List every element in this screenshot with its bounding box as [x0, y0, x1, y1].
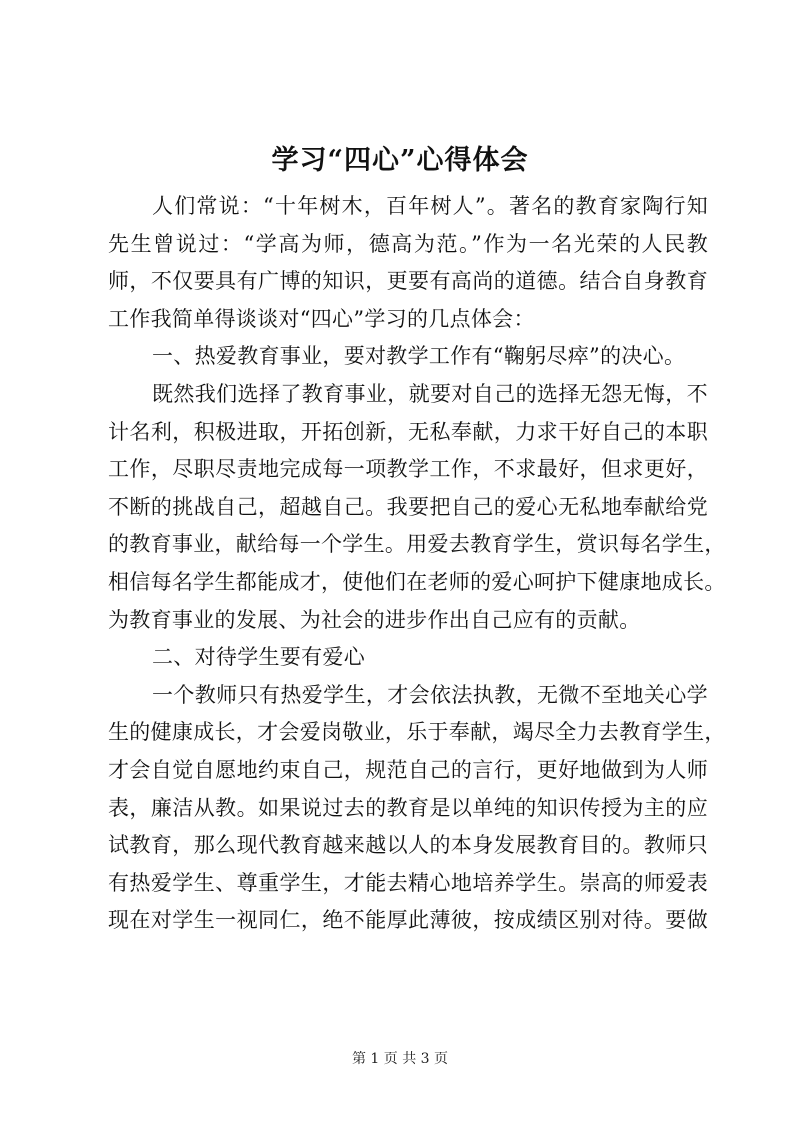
body-line: 现在对学生一视同仁，绝不能厚此薄彼，按成绩区别对待。要做	[108, 908, 708, 933]
body-line: 相信每名学生都能成才，使他们在老师的爱心呵护下健康地成长。	[108, 569, 726, 594]
body-line: 工作，尽职尽责地完成每一项教学工作，不求最好，但求更好，	[108, 457, 708, 482]
body-line: 一个教师只有热爱学生，才会依法执教，无微不至地关心学	[152, 682, 708, 707]
body-line: 师，不仅要具有广博的知识，更要有高尚的道德。结合自身教育	[108, 269, 708, 294]
body-line: 有热爱学生、尊重学生，才能去精心地培养学生。崇高的师爱表	[108, 870, 708, 895]
body-line: 表，廉洁从教。如果说过去的教育是以单纯的知识传授为主的应	[108, 795, 708, 820]
body-line: 一、热爱教育事业，要对教学工作有“鞠躬尽瘁”的决心。	[152, 344, 686, 369]
body-line: 的教育事业，献给每一个学生。用爱去教育学生，赏识每名学生，	[108, 532, 726, 557]
body-line: 二、对待学生要有爱心	[152, 645, 365, 670]
body-line: 试教育，那么现代教育越来越以人的本身发展教育目的。教师只	[108, 833, 708, 858]
page-indicator: 第 1 页 共 3 页	[351, 1051, 449, 1067]
body-line: 生的健康成长，才会爱岗敬业，乐于奉献，竭尽全力去教育学生，	[108, 720, 726, 745]
body-line: 才会自觉自愿地约束自己，规范自己的言行，更好地做到为人师	[108, 757, 708, 782]
body-line: 工作我简单得谈谈对“四心”学习的几点体会：	[108, 306, 535, 331]
document-title: 学习“四心”心得体会	[271, 145, 529, 176]
body-line: 计名利，积极进取，开拓创新，无私奉献，力求干好自己的本职	[108, 419, 708, 444]
body-line: 先生曾说过：“学高为师，德高为范。”作为一名光荣的人民教	[108, 231, 708, 256]
body-line: 不断的挑战自己，超越自己。我要把自己的爱心无私地奉献给党	[108, 494, 708, 519]
body-line: 为教育事业的发展、为社会的进步作出自己应有的贡献。	[108, 607, 641, 632]
body-line: 人们常说：“十年树木，百年树人”。著名的教育家陶行知	[152, 194, 708, 218]
document-body	[108, 188, 726, 940]
body-line: 既然我们选择了教育事业，就要对自己的选择无怨无悔，不	[152, 381, 708, 406]
